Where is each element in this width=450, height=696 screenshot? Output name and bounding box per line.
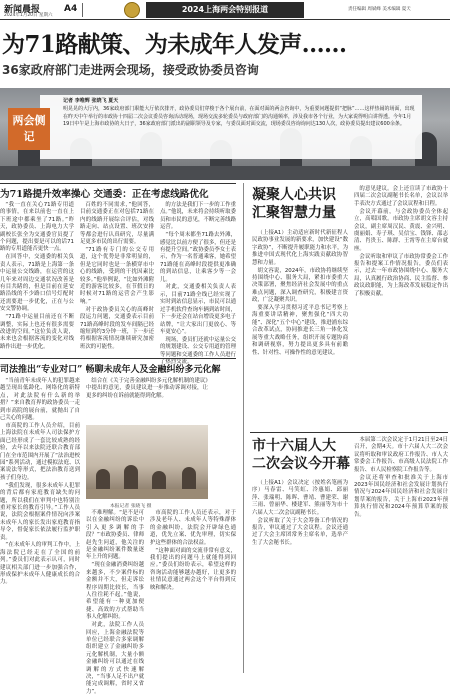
section1-col2: 百姓的不同需求，”他回答，目前交通委正在对包括71路在内的线路开展综合评估，对线路走向、站点设置、班次安排等都会进行认真研究，尽量满足更多市民的出行需要。 “71路有专门的公交专用道，这个优势是非常明显的，但是它同时也是一条横穿市中心的线路，受到的干扰因素比较多。”他举例说，“比如外滩附近的游客比较多，在节假日的时候对71路的运营会产生影响。” 对于政协委员关心的高峰时段运力问题，交通委表示目前71路高峰时段的发车间隔已经缩短到约3分钟一班，下一步还将根据客流情况继续研究加密班次的可能性。 xyxy=(80,202,154,350)
right-story2-title-line2: 二次会议今开幕 xyxy=(252,456,350,472)
lead-paragraph: 明晃晃的大厅内，36家政府部门职能大厅依次排开，政协委员们穿梭于各个展台前，在面对面的两会咨询中，为重要问题提供“把脉”……这样热闹的场面，出现在昨天中午举行的市政协十四届二次会议委员咨询活动现场，现场交流多轮委员与政府部门的沟通频率，涉及我市各个行业，为大家说得明白讲得透。今年1月19日中午是上海市政协的大日子，36家政府部门派出的副职领导及专家，与委员面对面交流，现场委员咨询询问达130人次，政协委员提出建议600余条。 xyxy=(63,106,415,128)
masthead-divider xyxy=(82,3,83,17)
section2-col3: 市高院的工作人员还表示，对于涉及老年人、未成年人等特殊群体的金融纠纷，法院会开辟绿色通道，优先立案、优先审理，切实保护这些群体的合法权益。 “这种面对面的交流非常有意义，我们提出的问题马上就能得到回应。”委员们纷纷表示，希望这样的咨询活动能够越办越好，让更多的社情民意通过两会这个平台得到反映和解决。 xyxy=(150,510,236,591)
right-story2-col1: （上接A1）会议决定（按姓名笔画为序）马春雷、马笑虹、冷惠娟、邱丽萍、张瑞明、陈晖、曹靖、曹建荣、谢三雨、曾丽华、楼建军、熊丽等为市十六届人大二次会议副秘书长。 会议听取了关于大会筹备工作情况的报告，审议通过了大会议程。会议还通过了大会主席团常务主席名单，选举产生了大会秘书长。 xyxy=(252,480,348,546)
section2-col2-top: 结合在《关于完善金融纠纷多元化解机制的建议》中提出的意见，委员建议进一步推动诉调对接，让更多的纠纷在诉前就能得到化解。 xyxy=(86,378,208,399)
section2-title: 司法推出“专业对口” 畅聊未成年人及金融纠纷多元化解 xyxy=(0,365,221,375)
lead-byline: 记者 李唯辉 张晓飞 夏天 xyxy=(63,98,119,104)
section2-col1: “当前青年未成年人的犯罪越来越呈现出低龄化、网络化的新特点，对此法院有什么新的举措？”来自教育界的政协委员一走到市高院的展台前，就抛出了自己关心的问题。 市高院的工作人员介绍，目前上海法院在未成年人司法保护方面已经形成了一套比较成熟的经验，去年以来法院还联合教育部门在全市范围内开展了“法治进校园”系列活动，通过模拟法庭、以案说法等形式，把法治教育送到孩子们身边。 “我们发现，很多未成年人犯罪的背后都有家庭教育缺失的问题，所以我们在审判中也特别注重对家长的教育引导。”工作人员说，法院会根据案件情况向涉案未成年人的家长发出家庭教育指导令，督促家长依法履行监护职责。 “在未成年人的审判工作中，上海法院已经走在了全国的前列。”委员们对此表示认可，同时建议相关部门进一步加强合作，形成保护未成年人健康成长的合力。 xyxy=(0,378,80,586)
right-story1-title-line1: 凝聚人心共识 xyxy=(252,187,336,203)
right-story2-top-rule xyxy=(250,432,448,433)
section1-col3: 的方法是我们下一步的工作重点。”他说，未来将会持续听取委员和市民的意见，不断完善线路运营。 “每个周末都坐71路去外滩，感觉比以前方便了很多，但还是有提升空间。”政协委员李女士表示，作为一名普通乘客，她希望71路能在高峰时段提供更准确的到站信息，让乘客少等一会儿。 对此，交通委相关负责人表示，目前71路全线已经实现了实时到站信息显示，市民可以通过手机软件查询车辆到站时间，下一步还会在站台增设更多电子站牌，“让大家出门更放心、等车更安心”。 现场，委员们还就中运量公交的规划建设、公交专用道的管理等问题和交通委的工作人员进行了热烈交流。 xyxy=(160,202,236,366)
right-story2-title-line1: 市十六届人大 xyxy=(252,438,336,454)
right-story1-title-line2: 汇聚智慧力量 xyxy=(252,205,336,221)
section2-top-rule xyxy=(0,358,236,359)
emblem-icon xyxy=(124,2,140,18)
right-story1-col2: 的意见建议。会上还宣读了市政协十四届二次会议副秘书长名单，会议以举手表决方式通过了会议议程和日程。 会议开幕前，与会政协委员全体起立，高唱国歌。市政协主席胡文容主持会议，副主席周汉民、黄震、金兴明、虞丽娟、寿子琪、吴信宝、钱锋、邵志清、肖贵玉、陈群、王霄等在主席台就座。 会议听取和审议了市政协常委会工作报告和提案工作情况报告，委员们表示，过去一年市政协围绕中心、服务大局，认真履行政治协商、民主监督、参政议政职能，为上海改革发展稳定作出了积极贡献。 xyxy=(354,186,448,297)
meeting-photo xyxy=(86,425,208,499)
section1-col1: “我一直在关心71路专用道的事情，在来以前也一直在上下班途中都乘坐了71路。”昨天，政协委员、上海电力大学副校长张全为交通委官员提了个问题，提出要是可以的话71路的专用道能否更快一点。 在回答中，交通委的相关负责人表示，71路是上海第一条中运量公交线路，在运营的这几年来对周边交通状况改善是有目共睹的，但是目前在延安路沿线的不少路口信号灯配时还需要进一步优化，正在与公安交警协调。 “71路中运量目前还在不断调整，实际上也还有很多需要改进的空间。”这位负责人说，未来也会根据客流的变化对线路作出进一步优化。 xyxy=(0,202,74,350)
newspaper-logo: 新闻晨报 xyxy=(4,5,41,15)
special-report-banner: 2024上海两会特别报道 xyxy=(146,2,304,18)
column-divider xyxy=(243,183,244,673)
page-number: A4 xyxy=(64,4,78,14)
section1-top-rule xyxy=(0,183,236,184)
lead-caption-box xyxy=(40,95,422,159)
issue-date: 2024年1月20日 星期六 xyxy=(4,13,53,18)
section1-title: 为71路提升效率操心 交通委：正在考虑线路优化 xyxy=(0,189,209,200)
column-stamp: 两会侧记 xyxy=(8,108,50,150)
right-story2-col2: 本届第二次会议定于1月21日至24日召开，会期4天。市十六届人大二次会议将听取和审议政府工作报告、市人大常委会工作报告、市高级人民法院工作报告、市人民检察院工作报告等。 会议还将审查和批准关于上海市2023年国民经济和社会发展计划执行情况与2024年国民经济和社会发展计划草案的报告，关于上海市2023年预算执行情况和2024年预算草案的报告。 xyxy=(354,437,448,518)
main-subheadline: 36家政府部门走进两会现场，接受政协委员咨询 xyxy=(2,63,259,77)
right-story1-col1: （上接A1）主动适应新时代新征程人民政协事业发展的新要求，加快建设“数字政协”，不断提升履职能力和水平，为推进中国式现代化上海实践贡献政协智慧和力量。 胡文容说，2024年，市政协将继续坚持围绕中心、服务大局，紧扣市委重大决策部署，聚焦经济社会发展中的重点难点问题，深入调查研究，积极建言资政，广泛凝聚共识。 要深入学习贯彻习近平总书记考察上海重要讲话精神，聚焦强化“四大功能”、深化“五个中心”建设，推进浦东综合改革试点，协同推进长三角一体化发展等重大战略任务，组织开展专题协商和调研视察，努力提出更多具有前瞻性、针对性、可操作性的意见建议。 xyxy=(252,230,348,356)
editor-credits: 责任编辑 周斌峰 美术编辑 夏天 xyxy=(348,7,411,12)
section2-col2: 不难理解。“是不是可以在金融纠纷的诉讼中引入更多调解的手段？”市政协委员、律师赵先生问道，他关注的是金融纠纷案件数量逐年上升的问题。 “现在金融消费纠纷越来越多，不少案件标的金额并不大，但走诉讼程序周期比较长，当事人往往耗不起。”他说，希望能有一种更加便捷、高效的方式帮助当事人化解纠纷。 对此，法院工作人员回应，上海金融法院等单位已经联合多家调解组织建立了金融纠纷多元化解机制，大量小额金融纠纷可以通过在线调解的方式快速解决，“当事人足不出户就能完成调解，省时又省力”。 xyxy=(86,510,144,695)
main-headline: 为71路献策、为未成年人发声…… xyxy=(2,31,347,58)
meeting-photo-caption: 本报记者 张晓飞 摄 xyxy=(110,504,152,509)
masthead xyxy=(0,0,450,20)
